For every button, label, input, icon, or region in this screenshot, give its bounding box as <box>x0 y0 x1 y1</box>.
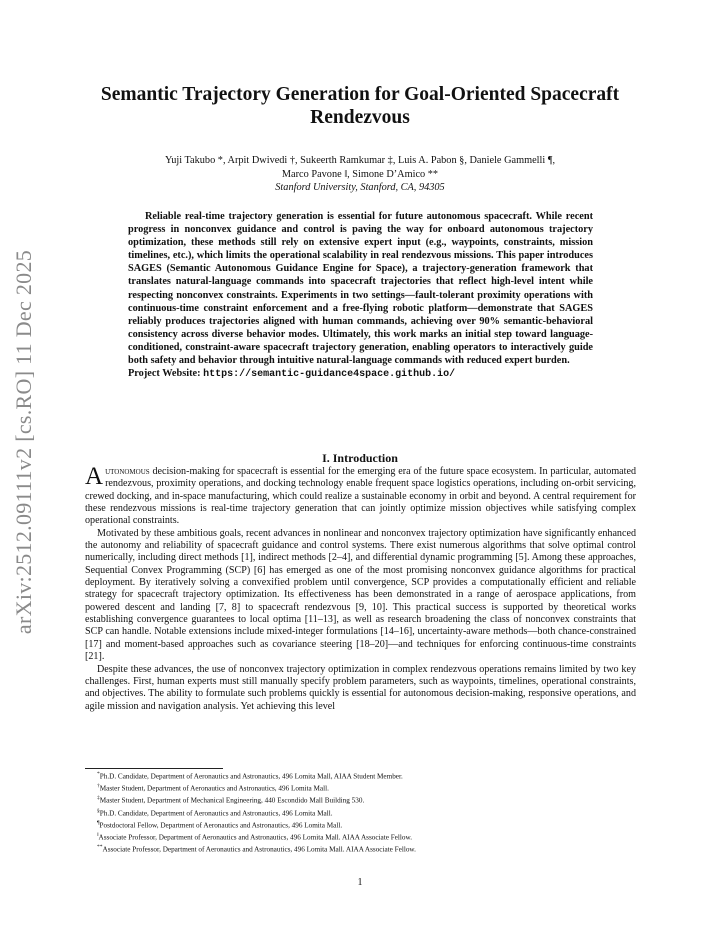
intro-smallcaps-word: utonomous <box>105 466 150 477</box>
project-website-label: Project Website: <box>128 368 201 380</box>
abstract <box>128 210 593 381</box>
project-website-link[interactable]: https://semantic-guidance4space.github.io/ <box>203 369 456 381</box>
drop-cap: A <box>85 463 104 490</box>
author-block <box>110 154 610 195</box>
footnote: §Ph.D. Candidate, Department of Aeronautics and Astronautics, 496 Lomita Mall. <box>97 807 333 817</box>
author-list-line-1: Yuji Takubo *, Arpit Dwivedi †, Sukeerth Ramkumar ‡, Luis A. Pabon §, Daniele Gammelli ¶, <box>164 155 556 166</box>
introduction-body <box>85 463 636 713</box>
footnote: ‡Master Student, Department of Mechanical Engineering, 440 Escondido Mall Building 530. <box>97 795 365 805</box>
intro-paragraph-3: Despite these advances, the use of nonconvex trajectory optimization in complex rendezvous operations remains limited by two key challenges. First, human experts must still manually specify problem parameters, such as waypoints, timelines, operational constraints, and objectives. The ability to formulate such problems quickly is essential for autonomous decision-making, responsive operations, and agile mission and navigation analysis. Yet achieving this level <box>85 663 636 712</box>
abstract-text: Reliable real-time trajectory generation is essential for future autonomous spacecraft. While recent progress in nonconvex guidance and control is paving the way for onboard autonomous trajectory optimization, these methods still rely on extensive expert input (e.g., waypoints, constraints, mission timelines, etc.), which limits the operational scalability in real rendezvous missions. This paper introduces SAGES (Semantic Autonomous Guidance Engine for Space), a trajectory-generation framework that translates natural-language commands into spacecraft trajectories that reflect high-level intent while respecting nonconvex constraints. Experiments in two settings—fault-tolerant proximity operations with continuous-time constraint enforcement and a free-flying robotic platform—demonstrate that SAGES reliably produces trajectories aligned with human commands, achieving over 90% semantic-behavioral consistency across diverse behavior modes. Ultimately, this work marks an initial step toward language-conditioned, constraint-aware spacecraft trajectory generation, enabling operators to interactively guide both safety and behavior through intuitive natural-language commands with reduced expert burden. <box>128 211 593 367</box>
page-number: 1 <box>357 877 363 888</box>
paper-title: Semantic Trajectory Generation for Goal-Oriented Spacecraft Rendezvous <box>100 84 620 128</box>
footnote: ¶Postdoctoral Fellow, Department of Aeronautics and Astronautics, 496 Lomita Mall. <box>97 819 343 830</box>
section-heading-introduction: I. Introduction <box>322 451 398 465</box>
footnote: *Ph.D. Candidate, Department of Aeronautics and Astronautics, 496 Lomita Mall, AIAA Student Member. <box>97 771 403 781</box>
arxiv-identifier <box>8 249 40 635</box>
footnote: ‖Associate Professor, Department of Aeronautics and Astronautics, 496 Lomita Mall. AIAA Associate Fellow. <box>97 831 412 842</box>
footnote: †Master Student, Department of Aeronautics and Astronautics, 496 Lomita Mall. <box>97 783 329 793</box>
author-list-line-2: Marco Pavone ‖, Simone D’Amico ** <box>281 168 439 180</box>
footnote: **Associate Professor, Department of Aeronautics and Astronautics, 496 Lomita Mall. AIAA Associate Fellow. <box>97 844 416 854</box>
arxiv-identifier-text: arXiv:2512.09111v2 [cs.RO] 11 Dec 2025 <box>11 249 36 635</box>
footnotes <box>85 770 636 855</box>
project-website <box>128 367 593 381</box>
intro-paragraph-2: Motivated by these ambitious goals, recent advances in nonlinear and nonconvex trajectory optimization have significantly enhanced the autonomy and reliability of spacecraft guidance and control systems. There exist numerous algorithms that solve optimal control numerically, including direct methods [1], indirect methods [2–4], and differential dynamic programming [5]. Among these approaches, Sequential Convex Programming (SCP) [6] has emerged as one of the most promising nonconvex guidance algorithms for practical deployment. By iteratively solving a convexified problem until convergence, SCP provides a computationally efficient and reliable strategy for spacecraft trajectory optimization. Its effectiveness has been demonstrated in a range of aerospace applications, from powered descent and landing [7, 8] to spacecraft rendezvous [9, 10]. This practical success is supported by theoretical works establishing convergence guarantees to local optima [11–13], as well as research broadening the class of nonconvex constraints that SCP can handle. Notable extensions include mixed-integer formulations [14–16], uncertainty-aware methods—both chance-constrained [17] and moment-based approaches such as covariance steering [18–20]—and techniques for enforcing continuous-time constraints [21]. <box>85 527 636 663</box>
intro-paragraph-1-text: decision-making for spacecraft is essential for the emerging era of the future space ecosystem. In particular, automated rendezvous, proximity operations, and docking technology enable frequent space logistics operations, including on-orbit servicing, crewed docking, and in-space manufacturing, which could realize a sustainable economy in orbit and beyond. A central requirement for these rendezvous missions is real-time trajectory generation that can jointly optimize mission objectives while satisfying complex operational constraints. <box>85 466 636 527</box>
footnote-divider <box>85 768 223 769</box>
affiliation: Stanford University, Stanford, CA, 94305 <box>275 182 445 193</box>
intro-paragraph-1 <box>85 463 636 528</box>
